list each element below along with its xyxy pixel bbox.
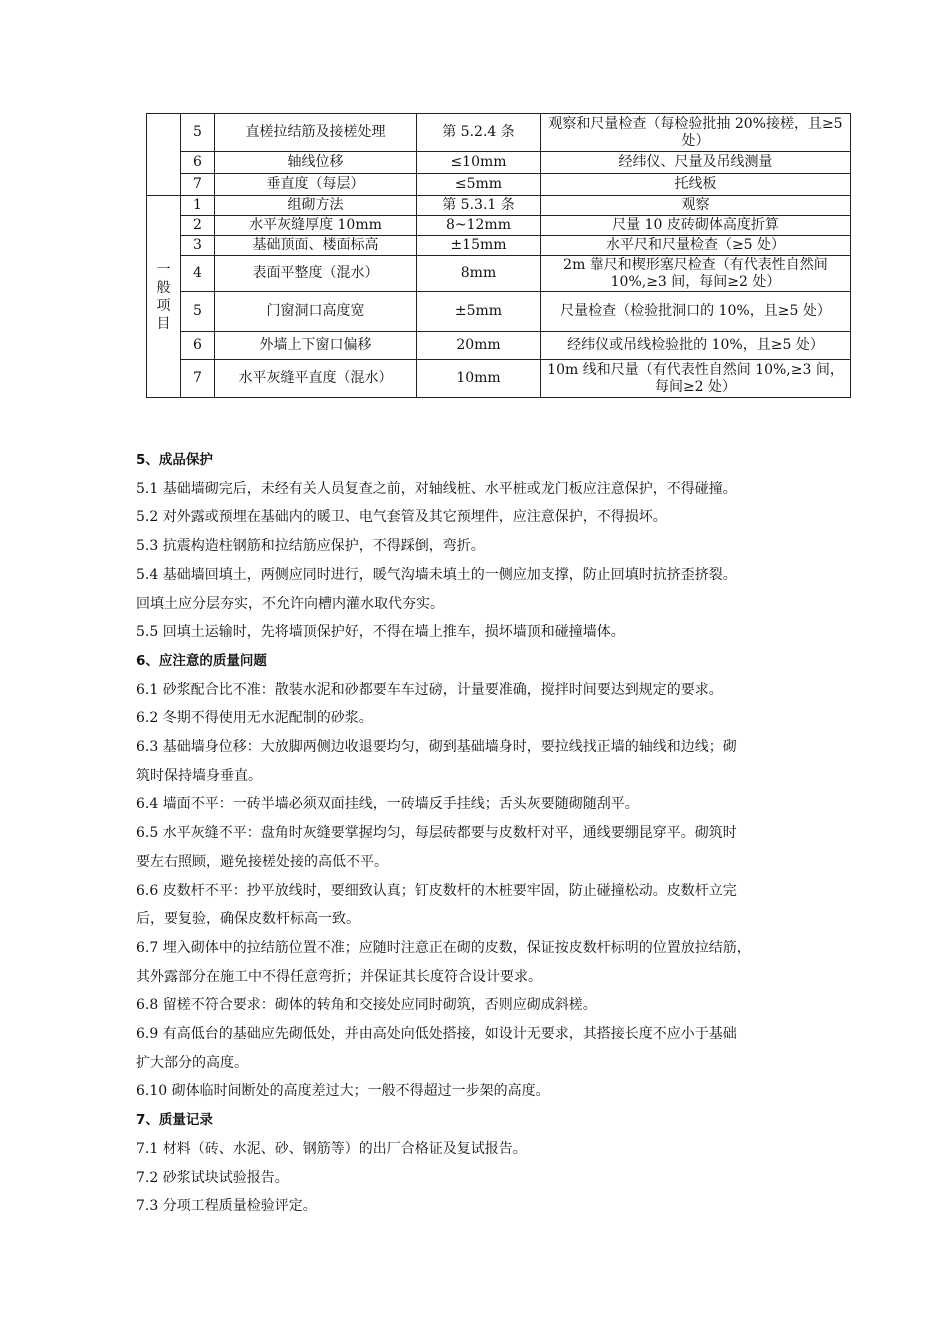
paragraph-line: 5.2 对外露或预埋在基础内的暖卫、电气套管及其它预埋件，应注意保护，不得损坏。 [136, 509, 667, 526]
table-row [147, 152, 851, 174]
check-item: 水平灰缝平直度（混水） [215, 360, 417, 398]
table-row [147, 256, 851, 292]
paragraph-line: 6.2 冬期不得使用无水泥配制的砂浆。 [136, 710, 373, 727]
row-number: 1 [181, 196, 215, 216]
paragraph-line: 6.3 基础墙身位移：大放脚两侧边收退要均匀，砌到基础墙身时，要拉线找正墙的轴线和边线；砌 [136, 739, 737, 756]
check-item: 组砌方法 [215, 196, 417, 216]
inspection-method: 观察和尺量检查（每检验批抽 20%接槎，且≥5 处） [541, 114, 851, 152]
allowed-deviation: 8mm [417, 256, 541, 292]
allowed-deviation: 8~12mm [417, 216, 541, 236]
table-row [147, 114, 851, 152]
row-number: 3 [181, 236, 215, 256]
inspection-method: 2m 靠尺和楔形塞尺检查（有代表性自然间 10%,≥3 间，每间≥2 处） [541, 256, 851, 292]
paragraph-line: 后，要复验，确保皮数杆标高一致。 [136, 911, 360, 928]
paragraph-line: 其外露部分在施工中不得任意弯折；并保证其长度符合设计要求。 [136, 968, 542, 985]
paragraph-line: 回填土应分层夯实，不允许向槽内灌水取代夯实。 [136, 595, 444, 612]
inspection-method: 托线板 [541, 174, 851, 196]
main-items-group-cell [147, 114, 181, 196]
table-row [147, 174, 851, 196]
check-item: 直槎拉结筋及接槎处理 [215, 114, 417, 152]
paragraph-line: 要左右照顾，避免接槎处接的高低不平。 [136, 853, 388, 870]
allowed-deviation: 10mm [417, 360, 541, 398]
paragraph-line: 7.2 砂浆试块试验报告。 [136, 1169, 289, 1186]
allowed-deviation: ±5mm [417, 292, 541, 332]
paragraph-line: 6.4 墙面不平：一砖半墙必须双面挂线，一砖墙反手挂线；舌头灰要随砌随刮平。 [136, 796, 639, 813]
paragraph-line: 7.3 分项工程质量检验评定。 [136, 1198, 317, 1215]
allowed-deviation: ≤5mm [417, 174, 541, 196]
inspection-method: 尺量 10 皮砖砌体高度折算 [541, 216, 851, 236]
table-row [147, 332, 851, 360]
row-number: 7 [181, 174, 215, 196]
inspection-method: 水平尺和尺量检查（≥5 处） [541, 236, 851, 256]
general-items-label: 一般项目 [156, 261, 171, 332]
allowed-deviation: ±15mm [417, 236, 541, 256]
paragraph-line: 5.3 抗震构造柱钢筋和拉结筋应保护，不得踩倒，弯折。 [136, 538, 485, 555]
row-number: 7 [181, 360, 215, 398]
check-item: 轴线位移 [215, 152, 417, 174]
quality-table-wrapper [146, 113, 850, 398]
paragraph-line: 5.4 基础墙回填土，两侧应同时进行，暖气沟墙未填土的一侧应加支撑，防止回填时抗挤歪挤裂。 [136, 566, 737, 583]
table-row [147, 196, 851, 216]
table-row [147, 360, 851, 398]
check-item: 基础顶面、楼面标高 [215, 236, 417, 256]
inspection-method: 经纬仪或吊线检验批的 10%，且≥5 处） [541, 332, 851, 360]
check-item: 外墙上下窗口偏移 [215, 332, 417, 360]
document-body [136, 446, 872, 1221]
row-number: 5 [181, 114, 215, 152]
check-item: 垂直度（每层） [215, 174, 417, 196]
row-number: 2 [181, 216, 215, 236]
paragraph-line: 6.7 埋入砌体中的拉结筋位置不准；应随时注意正在砌的皮数，保证按皮数杆标明的位置放拉结筋， [136, 939, 751, 956]
allowed-deviation: 第 5.2.4 条 [417, 114, 541, 152]
paragraph-line: 6.10 砌体临时间断处的高度差过大；一般不得超过一步架的高度。 [136, 1083, 550, 1100]
paragraph-line: 6.6 皮数杆不平：抄平放线时，要细致认真；钉皮数杆的木桩要牢固，防止碰撞松动。皮数杆立完 [136, 882, 737, 899]
allowed-deviation: 第 5.3.1 条 [417, 196, 541, 216]
section-heading: 6、应注意的质量问题 [136, 652, 267, 669]
check-item: 水平灰缝厚度 10mm [215, 216, 417, 236]
inspection-method: 尺量检查（检验批洞口的 10%，且≥5 处） [541, 292, 851, 332]
table-body [147, 114, 851, 398]
row-number: 4 [181, 256, 215, 292]
paragraph-line: 5.1 基础墙砌完后，未经有关人员复查之前，对轴线桩、水平桩或龙门板应注意保护，不得碰撞。 [136, 480, 737, 497]
inspection-method: 经纬仪、尺量及吊线测量 [541, 152, 851, 174]
paragraph-line: 6.9 有高低台的基础应先砌低处，并由高处向低处搭接，如设计无要求，其搭接长度不应小于基础 [136, 1026, 737, 1043]
row-number: 5 [181, 292, 215, 332]
inspection-method: 10m 线和尺量（有代表性自然间 10%,≥3 间，每间≥2 处） [541, 360, 851, 398]
inspection-method: 观察 [541, 196, 851, 216]
table-row [147, 216, 851, 236]
paragraph-line: 筑时保持墙身垂直。 [136, 767, 262, 784]
paragraph-line: 7.1 材料（砖、水泥、砂、钢筋等）的出厂合格证及复试报告。 [136, 1140, 527, 1157]
paragraph-line: 扩大部分的高度。 [136, 1054, 248, 1071]
check-item: 表面平整度（混水） [215, 256, 417, 292]
paragraph-line: 6.8 留槎不符合要求：砌体的转角和交接处应同时砌筑，否则应砌成斜槎。 [136, 997, 597, 1014]
check-item: 门窗洞口高度宽 [215, 292, 417, 332]
quality-inspection-table [146, 113, 851, 398]
general-items-group-cell [147, 196, 181, 398]
section-heading: 5、成品保护 [136, 452, 213, 468]
allowed-deviation: ≤10mm [417, 152, 541, 174]
table-row [147, 292, 851, 332]
section-heading: 7、质量记录 [136, 1112, 213, 1129]
paragraph-line: 6.1 砂浆配合比不准：散装水泥和砂都要车车过磅，计量要准确，搅拌时间要达到规定的要求。 [136, 681, 723, 698]
row-number: 6 [181, 152, 215, 174]
allowed-deviation: 20mm [417, 332, 541, 360]
paragraph-line: 5.5 回填土运输时，先将墙顶保护好，不得在墙上推车，损坏墙顶和碰撞墙体。 [136, 624, 625, 641]
table-row [147, 236, 851, 256]
row-number: 6 [181, 332, 215, 360]
paragraph-line: 6.5 水平灰缝不平：盘角时灰缝要掌握均匀，每层砖都要与皮数杆对平，通线要绷昆穿平。砌筑时 [136, 825, 737, 842]
